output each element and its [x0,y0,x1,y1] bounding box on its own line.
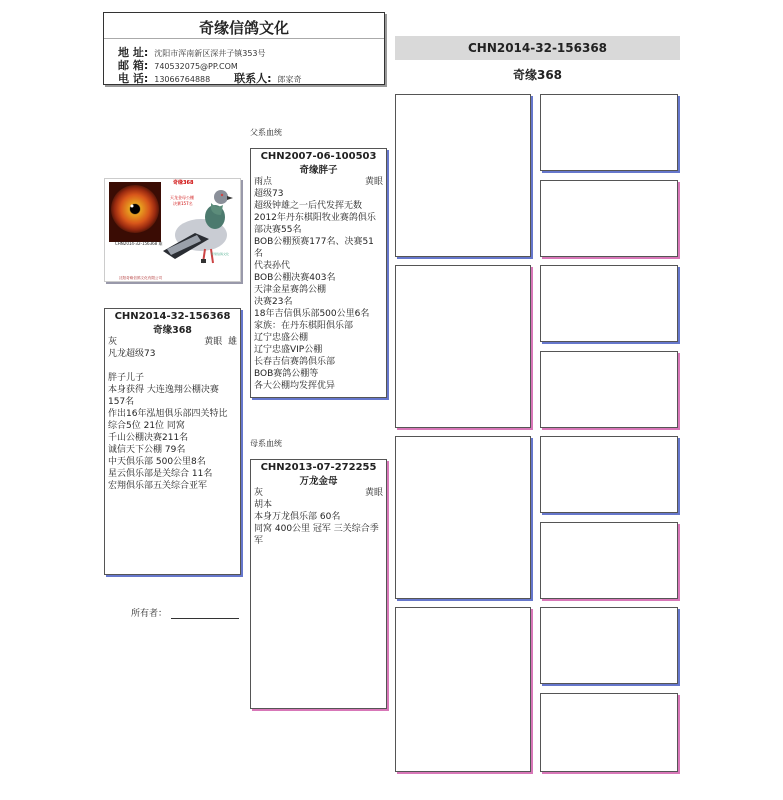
dam-name: 万龙金母 [299,476,338,487]
dam-note: 本身万龙俱乐部 60名 [254,512,341,522]
great-grandparent-card-5 [540,436,678,513]
great-grandparent-card-4 [540,351,678,428]
bird-ring-banner: CHN2014-32-156368 [395,36,680,60]
sire-name: 奇缘胖子 [299,165,338,176]
dam-card [250,459,387,709]
sire-note: BOB公棚预赛177名、决赛51 [254,237,374,247]
subject-eye: 黄眼 [204,337,223,347]
great-grandparent-card-7 [540,607,678,684]
grandsire-paternal-card [395,94,531,257]
subject-note: 诚信天下公棚 79名 [108,445,186,455]
dam-color: 灰 [254,488,264,498]
subject-ring: CHN2014-32-156368 [114,311,231,322]
photo-logo-text: 奇缘信鸽文化 [211,252,230,256]
owner-signature-line [171,618,239,619]
sire-note: 辽宁忠盛公棚 [254,333,309,343]
subject-color: 灰 [108,337,118,347]
subject-traits [105,336,240,348]
pigeon-photo [104,178,241,282]
subject-note: 作出16年泓旭俱乐部四关特比 [108,409,228,419]
sire-note: 2012年丹东棋阳牧业赛鸽俱乐 [254,213,376,223]
email-label: 邮 箱: [118,59,149,72]
phone-label: 电 话: [118,72,149,85]
photo-caption-ring: CHN2014-32-156368 雄 [115,241,163,246]
photo-caption-name: 奇缘368 [173,180,194,186]
address-label: 地 址: [118,46,149,59]
address-value: 沈阳市浑南新区深井子镇353号 [154,49,266,58]
bird-name: 奇缘368 [512,68,563,82]
great-grandparent-card-1 [540,94,678,171]
dam-ring: CHN2013-07-272255 [260,462,377,473]
photo-caption-line1: 天龙金母公棚 [170,195,194,200]
sire-note: 名 [254,249,264,259]
divider [104,38,384,39]
grandsire-maternal-card [395,436,531,599]
subject-name: 奇缘368 [153,325,192,336]
subject-sex: 雄 [227,337,237,347]
subject-note: 胖子儿子 [108,373,145,383]
photo-caption-line2: 决赛157名 [173,201,193,206]
sire-note: 各大公棚均发挥优异 [254,381,336,391]
sire-ring: CHN2007-06-100503 [260,151,377,162]
dam-traits [251,487,386,499]
sire-note: 长春吉信赛鸽俱乐部 [254,357,336,367]
great-grandparent-card-8 [540,693,678,772]
contact-value: 郎家奇 [277,75,302,84]
sire-note: 超级73 [254,189,284,199]
loft-info-box [103,12,385,85]
subject-note: 本身获得 大连逸翔公棚决赛 [108,385,219,395]
great-grandparent-card-6 [540,522,678,599]
granddam-maternal-card [395,607,531,772]
sire-note: 超级钟雄之一后代发挥无数 [254,201,363,211]
sire-note: BOB赛鸽公棚等 [254,369,319,379]
subject-note: 凡龙超级73 [108,349,156,359]
dam-notes [251,499,386,547]
sire-card [250,148,387,398]
sire-note: BOB公棚决赛403名 [254,273,336,283]
subject-note: 星云俱乐部是关综合 11名 [108,469,213,479]
dam-eye: 黄眼 [364,488,383,498]
sire-lineage-label: 父系血统 [250,128,282,137]
owner-field [131,606,239,619]
email-value: 740532075@PP.COM [154,62,238,71]
subject-note: 宏翔俱乐部五关综合亚军 [108,481,208,491]
subject-card [104,308,241,575]
pigeon-photo-image [105,179,241,282]
sire-traits [251,176,386,188]
granddam-paternal-card [395,265,531,428]
subject-note: 157名 [108,397,135,407]
sire-note: 天津金星赛鸽公棚 [254,285,327,295]
sire-notes [251,188,386,392]
phone-value: 13066764888 [154,75,211,84]
photo-footer-text: 沈阳奇缘信鸽文化有限公司 [119,276,163,280]
dam-note: 胡本 [254,500,273,510]
sire-note: 代表孙代 [254,261,291,271]
loft-name: 奇缘信鸽文化 [198,19,289,37]
subject-note: 中天俱乐部 500公里8名 [108,457,206,467]
subject-note: 综合5位 21位 同窝 [108,421,185,431]
subject-note: 千山公棚决赛211名 [108,433,189,443]
contact-label: 联系人: [234,72,272,85]
sire-note: 部决赛55名 [254,225,302,235]
subject-note [108,360,237,372]
sire-note: 辽宁忠盛VIP公棚 [254,345,323,355]
phone-row [118,70,301,86]
sire-note: 家族：在丹东棋阳俱乐部 [254,321,354,331]
great-grandparent-card-3 [540,265,678,342]
dam-note: 同窝 400公里 冠军 三关综合季 [254,524,379,534]
dam-lineage-label: 母系血统 [250,439,282,448]
sire-color: 雨点 [254,177,273,187]
sire-note: 决赛23名 [254,297,293,307]
sire-eye: 黄眼 [364,177,383,187]
owner-label: 所有者： [131,609,168,619]
great-grandparent-card-2 [540,180,678,257]
subject-notes [105,348,240,492]
sire-note: 18年吉信俱乐部500公里6名 [254,309,370,319]
dam-note: 军 [254,536,264,546]
